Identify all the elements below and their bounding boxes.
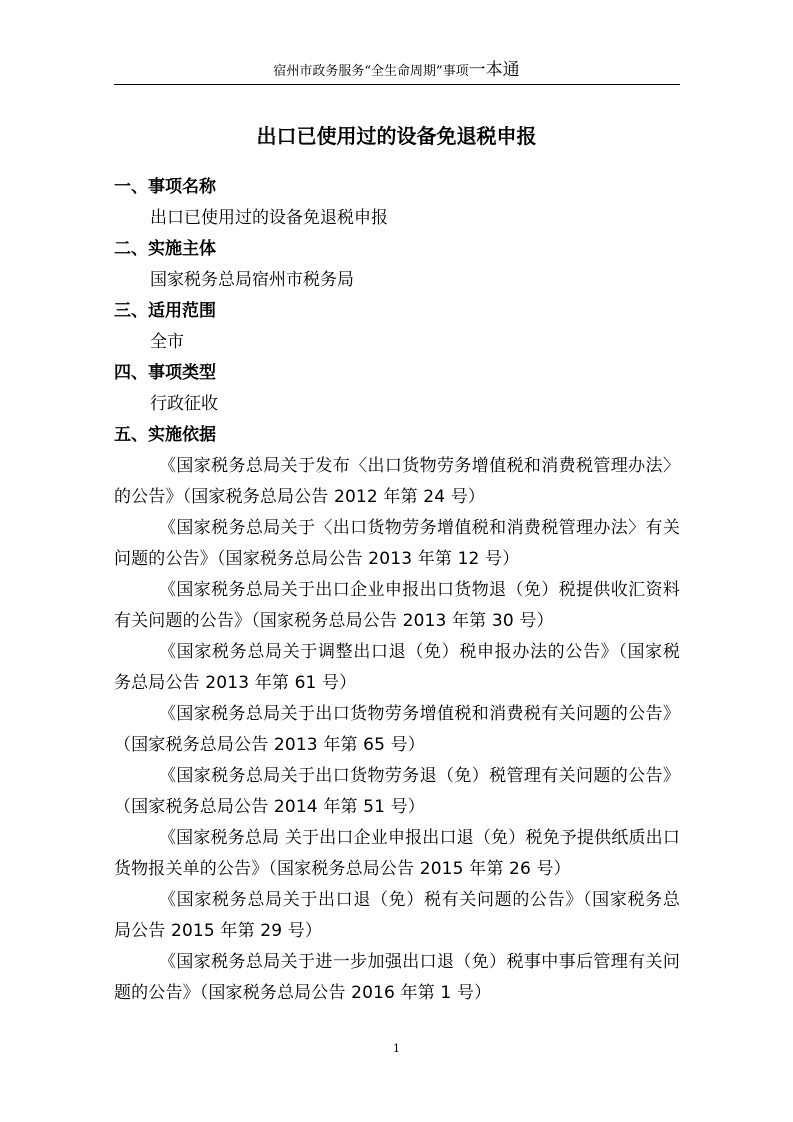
section-heading-item-name: 一、事项名称 — [114, 177, 216, 197]
legal-basis-item: 《国家税务总局关于〈出口货物劳务增值税和消费税管理办法〉有关问题的公告》（国家税务总局公告 2013 年第 12 号） — [114, 518, 680, 569]
legal-basis-item: 《国家税务总局关于出口企业申报出口货物退（免）税提供收汇资料有关问题的公告》（国家税务总局公告 2013 年第 30 号） — [114, 580, 680, 631]
header-suffix: 一本通 — [468, 60, 520, 80]
legal-basis-item: 《国家税务总局关于发布〈出口货物劳务增值税和消费税管理办法〉的公告》（国家税务总局公告 2012 年第 24 号） — [114, 456, 680, 507]
section-heading-legal-basis: 五、实施依据 — [114, 425, 216, 445]
section-body-item-name: 出口已使用过的设备免退税申报 — [150, 208, 388, 228]
legal-basis-item: 《国家税务总局关于出口退（免）税有关问题的公告》（国家税务总局公告 2015 年第 29 号） — [114, 890, 680, 941]
legal-basis-item: 《国家税务总局关于进一步加强出口退（免）税事中事后管理有关问题的公告》（国家税务总局公告 2016 年第 1 号） — [114, 952, 680, 1003]
page-header — [0, 60, 793, 82]
section-body-item-type: 行政征收 — [150, 394, 218, 414]
header-divider — [114, 84, 680, 85]
legal-basis-item: 《国家税务总局 关于出口企业申报出口退（免）税免予提供纸质出口货物报关单的公告》（国家税务总局公告 2015 年第 26 号） — [114, 828, 680, 879]
section-heading-implementing-body: 二、实施主体 — [114, 239, 216, 259]
legal-basis-item: 《国家税务总局关于出口货物劳务增值税和消费税有关问题的公告》（国家税务总局公告 2013 年第 65 号） — [114, 704, 680, 755]
section-body-implementing-body: 国家税务总局宿州市税务局 — [150, 270, 354, 290]
section-heading-item-type: 四、事项类型 — [114, 363, 216, 383]
header-prefix: 宿州市政务服务“全生命周期”事项 — [273, 64, 469, 79]
page-number: 1 — [393, 1042, 400, 1055]
document-body — [114, 172, 680, 1009]
section-heading-scope: 三、适用范围 — [114, 301, 216, 321]
section-body-scope: 全市 — [150, 332, 184, 352]
document-title: 出口已使用过的设备免退税申报 — [256, 124, 537, 148]
legal-basis-item: 《国家税务总局关于出口货物劳务退（免）税管理有关问题的公告》（国家税务总局公告 2014 年第 51 号） — [114, 766, 680, 817]
legal-basis-item: 《国家税务总局关于调整出口退（免）税申报办法的公告》（国家税务总局公告 2013 年第 61 号） — [114, 642, 680, 693]
